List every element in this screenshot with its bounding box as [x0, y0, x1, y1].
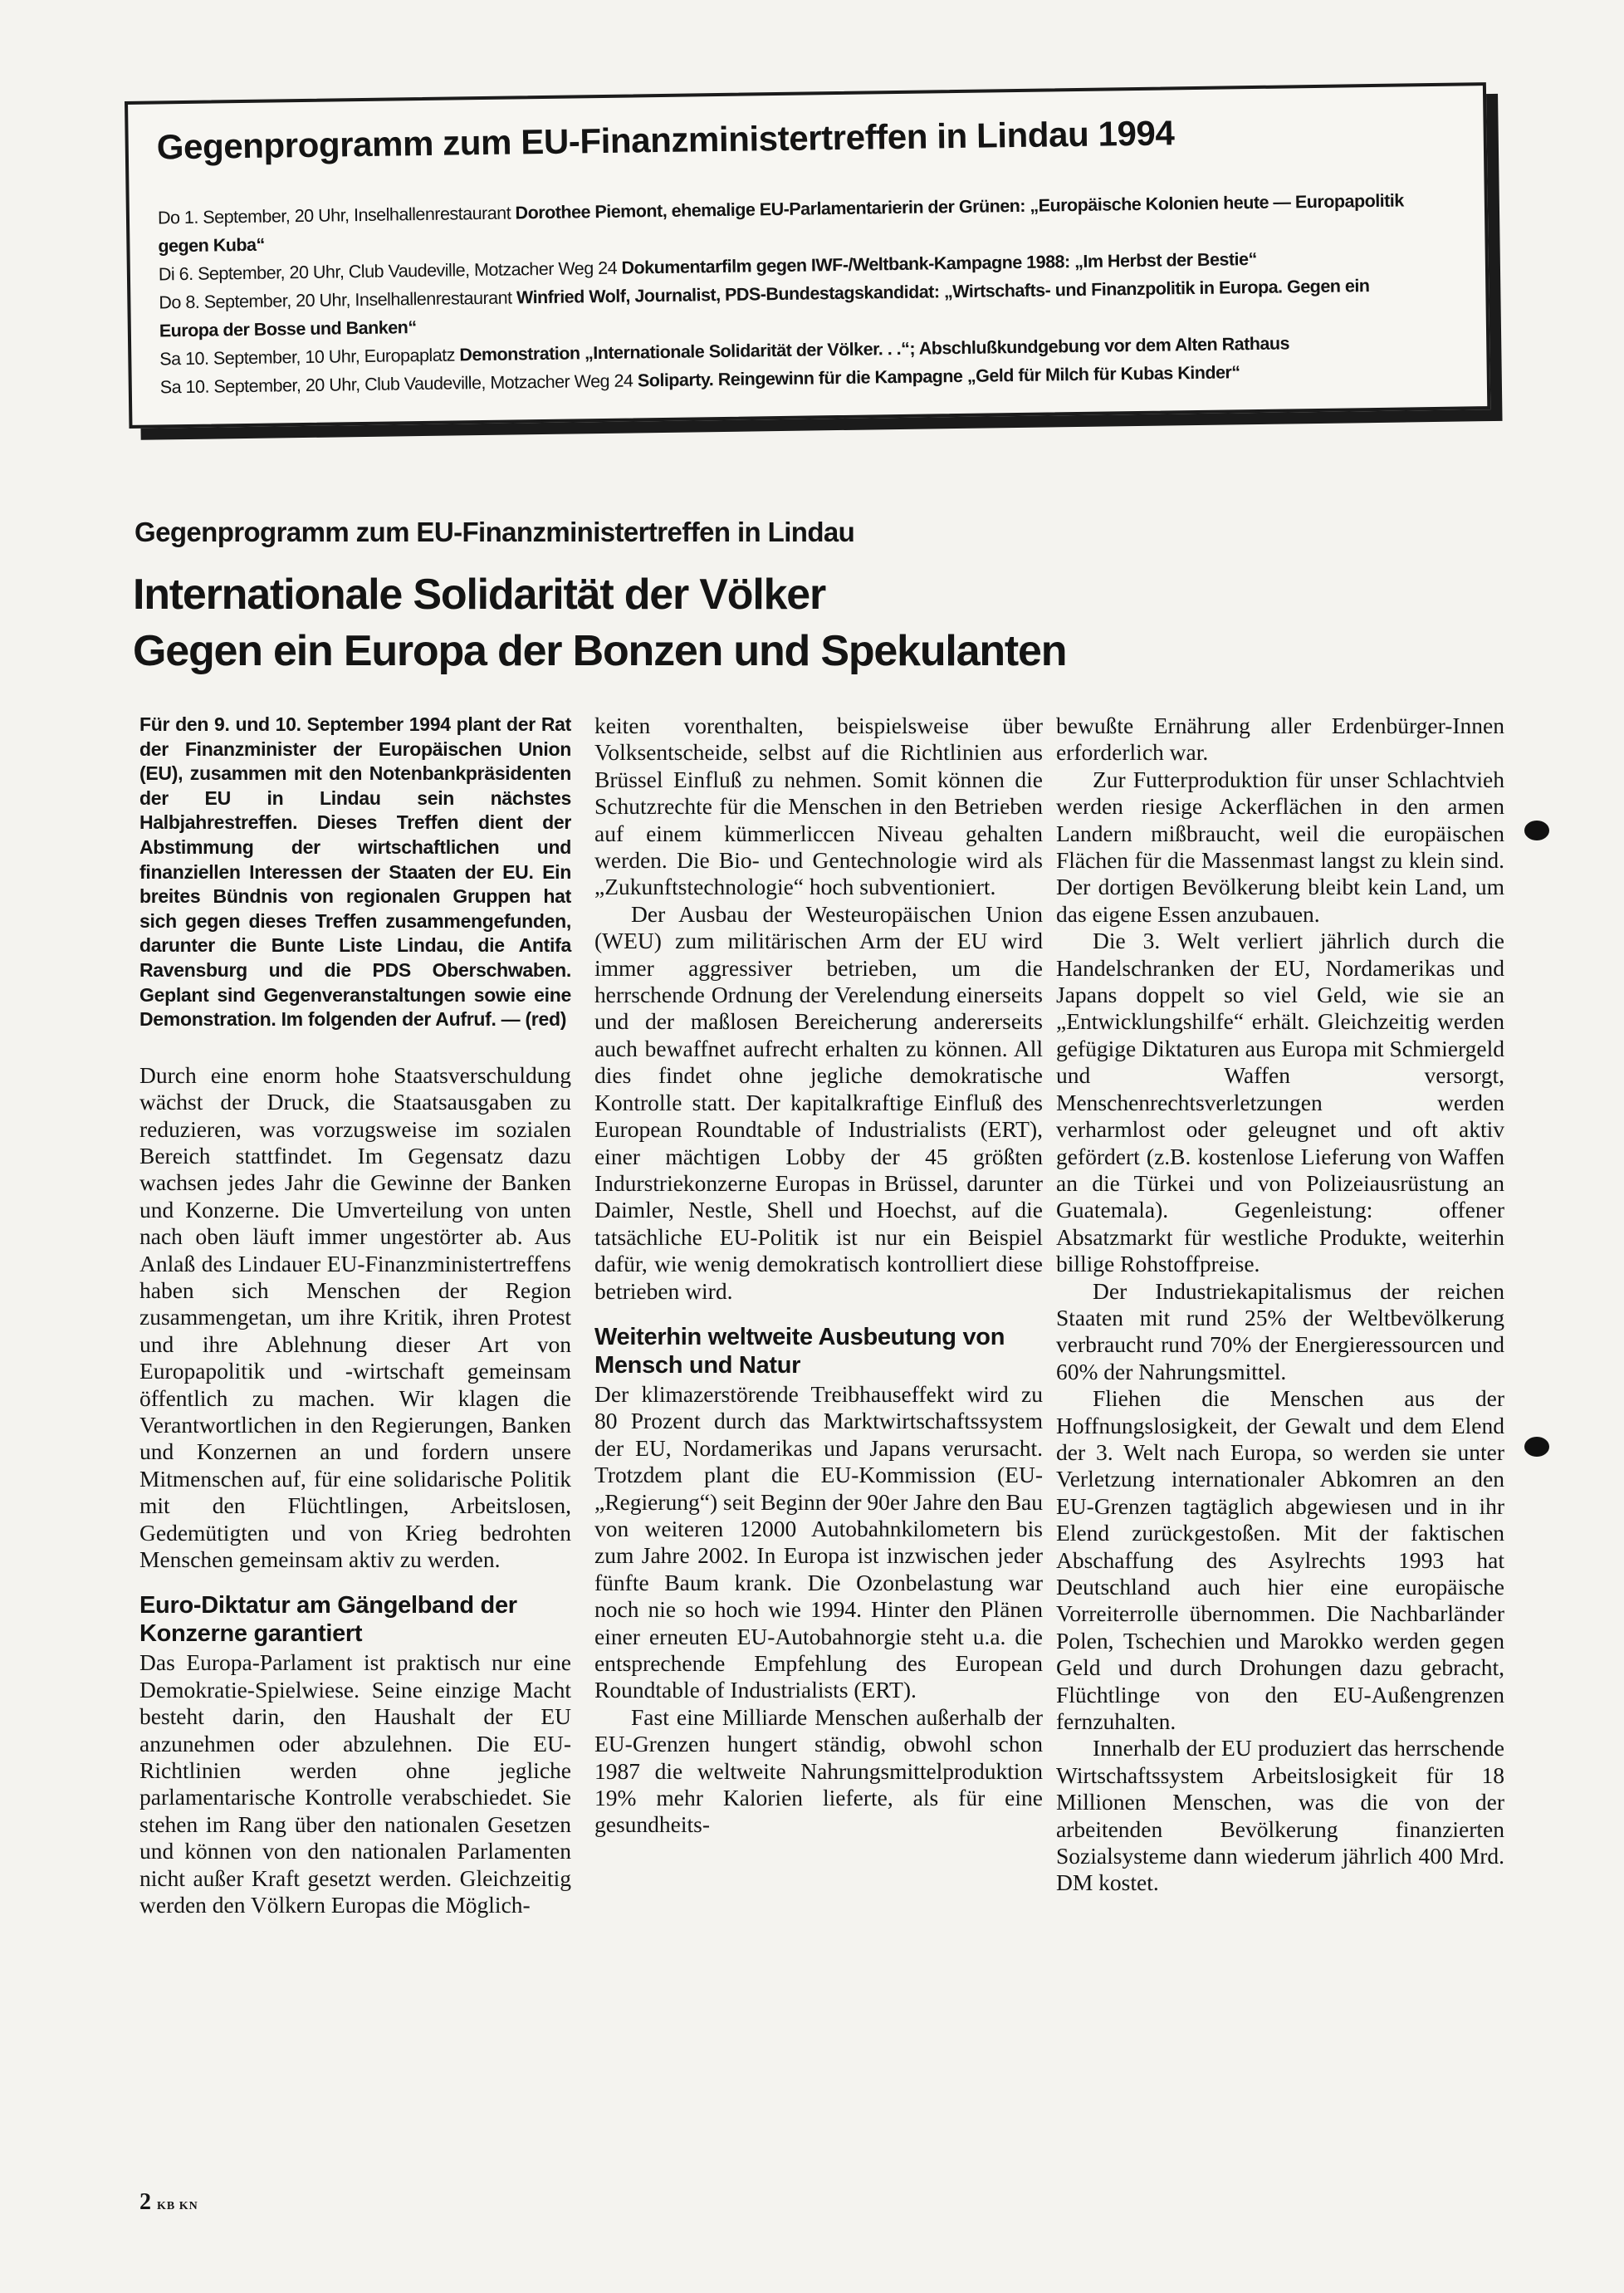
- article-headline: [133, 566, 1066, 679]
- article-column-2: [594, 713, 1043, 1839]
- punch-hole-icon: [1524, 1437, 1549, 1457]
- body-paragraph: Die 3. Welt verliert jährlich durch die Handelschranken der EU, Nordamerikas und Japans doppelt so viel Geld, wie sie an „Entwicklungshilfe“ erhält. Gleichzeitig werden gefügige Diktaturen aus Europa mit Schmiergeld und Waffen versorgt, Menschenrechtsverletzungen werden verharmlost oder geleugnet und oft aktiv gefördert (z.B. kostenlose Lieferung von Waffen an die Türkei und von Polizeiausrüstung an Guatemala). Gegenleistung: offener Absatzmarkt für westliche Produkte, weiterhin billige Rohstoffpreise.: [1056, 928, 1504, 1277]
- article-column-3: [1056, 713, 1504, 1897]
- article-kicker: Gegenprogramm zum EU-Finanzministertreffen in Lindau: [135, 517, 855, 547]
- page-footer: [139, 2189, 198, 2216]
- body-paragraph: Zur Futterproduktion für unser Schlachtvieh werden riesige Ackerflächen in den armen Landern mißbraucht, weil die europäischen Flächen für die Massenmast langst zu klein sind. Der dortigen Bevölkerung bleibt kein Land, um das eigene Essen anzubauen.: [1056, 766, 1504, 927]
- body-paragraph: Durch eine enorm hohe Staatsverschuldung wächst der Druck, die Staatsausgaben zu reduzieren, was vorzugsweise im sozialen Bereich stattfindet. Im Gegensatz dazu wachsen jedes Jahr die Gewinne der Banken und Konzerne. Die Umverteilung von unten nach oben läuft immer ungestörter ab. Aus Anlaß des Lindauer EU-Finanzministertreffens haben sich Menschen der Region zusammengetan, um ihre Kritik, ihren Protest und ihre Ablehnung dieser Art von Europapolitik und -wirtschaft gemeinsam öffentlich zu machen. Wir klagen die Verantwortlichen in den Regierungen, Banken und Konzernen an und fordern unsere Mitmenschen auf, für eine solidarische Politik mit den Flüchtlingen, Arbeitslosen, Gedemütigten und von Krieg bedrohten Menschen gemeinsam aktiv zu werden.: [139, 1061, 571, 1573]
- event-highlight: Dorothee Piemont, ehemalige EU-Parlamentarierin der Grünen: „Europäische Kolonien heute — Europapolitik: [515, 190, 1404, 223]
- punch-hole-icon: [1524, 821, 1549, 840]
- publication-mark: KB KN: [157, 2200, 198, 2212]
- body-paragraph: bewußte Ernährung aller Erdenbürger-Innen erforderlich war.: [1056, 713, 1504, 766]
- body-paragraph: Der Industriekapitalismus der reichen Staaten mit rund 25% der Weltbevölkerung verbraucht rund 70% der Energieressourcen und 60% der Nahrungsmittel.: [1056, 1277, 1504, 1384]
- event-info: Do 1. September, 20 Uhr, Inselhallenrestaurant: [157, 203, 516, 228]
- body-paragraph: keiten vorenthalten, beispielsweise über Volksentscheide, selbst auf die Richtlinien aus Brüssel Einfluß zu nehmen. Somit können die Schutzrechte für die Menschen in den Betrieben auf einem kümmerliccen Niveau gehalten werden. Die Bio- und Gentechnologie wird als „Zukunftstechnologie“ hoch subventioniert.: [594, 713, 1043, 900]
- body-paragraph: Der klimazerstörende Treibhauseffekt wird zu 80 Prozent durch das Marktwirtschaftssystem der EU, Nordamerikas und Japans verursacht. Trotzdem plant die EU-Kommission (EU-„Regierung“) seit Beginn der 90er Jahre den Bau von weiteren 12000 Autobahnkilometern bis zum Jahre 2002. In Europa ist inzwischen jeder fünfte Baum krank. Die Ozonbelastung war noch nie so hoch wie 1994. Hinter den Plänen einer erneuten EU-Autobahnorgie steht u.a. die entsprechende Empfehlung des European Roundtable of Industrialists (ERT).: [594, 1380, 1043, 1703]
- subheading: Weiterhin weltweite Ausbeutung von Mensch und Natur: [594, 1323, 1005, 1379]
- headline-line-2: Gegen ein Europa der Bonzen und Spekulanten: [133, 627, 1067, 675]
- body-paragraph: Das Europa-Parlament ist praktisch nur eine Demokratie-Spielwiese. Seine einzige Macht besteht darin, den Haushalt der EU anzunehmen oder abzulehnen. Die EU-Richtlinien werden ohne jegliche parlamentarische Kontrolle verabschiedet. Sie stehen im Rang über den nationalen Gesetzen und können von den nationalen Parlamenten nicht außer Kraft gesetzt werden. Gleichzeitig werden den Völkern Europas die Möglich-: [139, 1649, 571, 1918]
- body-paragraph: Fliehen die Menschen aus der Hoffnungslosigkeit, der Gewalt und dem Elend der 3. Welt nach Europa, so werden sie unter Verletzung internationaler Abkomren an den EU-Grenzen tagtäglich abgewiesen und in ihr Elend zurückgestoßen. Mit der faktischen Abschaffung des Asylrechts 1993 hat Deutschland auch hier eine europäische Vorreiterrolle übernommen. Die Nachbarländer Polen, Tschechien und Marokko werden gegen Geld und durch Drohungen dazu gebracht, Flüchtlinge von den EU-Außengrenzen fernzuhalten.: [1056, 1385, 1504, 1735]
- event-highlight: gegen Kuba“: [158, 234, 265, 257]
- article-column-1: [139, 713, 571, 1919]
- event-highlight: Demonstration „Internationale Solidarität der Völker. . .“; Abschlußkundgebung vor dem Alten Rathaus: [459, 333, 1290, 365]
- article-lead: Für den 9. und 10. September 1994 plant der Rat der Finanzminister der Europäischen Union (EU), zusammen mit den Notenbankpräsidenten der EU in Lindau sein nächstes Halbjahrestreffen. Dieses Treffen dient der Abstimmung der wirtschaftlichen und finanziellen Interessen der Staaten der EU. Ein breites Bündnis von regionalen Gruppen hat sich gegen dieses Treffen zusammengefunden, darunter die Bunte Liste Lindau, die Antifa Ravensburg und die PDS Oberschwaben. Geplant sind Gegenveranstaltungen sowie eine Demonstration. Im folgenden der Aufruf. — (red): [139, 713, 571, 1031]
- event-info: Di 6. September, 20 Uhr, Club Vaudeville, Motzacher Weg 24: [158, 257, 622, 285]
- event-highlight: Winfried Wolf, Journalist, PDS-Bundestagskandidat: „Wirtschafts- und Finanzpolitik in Europa. Gegen ein: [516, 276, 1370, 308]
- event-highlight: Europa der Bosse und Banken“: [159, 317, 417, 341]
- body-paragraph: Fast eine Milliarde Menschen außerhalb der EU-Grenzen hungert ständig, obwohl schon 1987 die weltweite Nahrungsmittelproduktion 19% mehr Kalorien lieferte, als für eine gesundheits-: [594, 1703, 1043, 1838]
- headline-line-1: Internationale Solidarität der Völker: [133, 571, 826, 619]
- event-info: Sa 10. September, 20 Uhr, Club Vaudeville, Motzacher Weg 24: [159, 370, 638, 398]
- subheading: Euro-Diktatur am Gängelband der Konzerne garantiert: [139, 1592, 517, 1648]
- page-number: 2: [139, 2189, 151, 2215]
- event-highlight: Dokumentarfilm gegen IWF-/Weltbank-Kampagne 1988: „Im Herbst der Bestie“: [621, 248, 1257, 278]
- event-box-title: Gegenprogramm zum EU-Finanzministertreffen in Lindau 1994: [156, 113, 1175, 167]
- event-info: Sa 10. September, 10 Uhr, Europaplatz: [159, 345, 460, 370]
- event-schedule-box: [125, 82, 1490, 429]
- body-paragraph: Innerhalb der EU produziert das herrschende Wirtschaftssystem Arbeitslosigkeit für 18 Millionen Menschen, was die von der arbeitenden Bevölkerung finanzierten Sozialsysteme dann wiederum jährlich 400 Mrd. DM kostet.: [1056, 1735, 1504, 1896]
- event-info: Do 8. September, 20 Uhr, Inselhallenrestaurant: [159, 287, 517, 313]
- event-highlight: Soliparty. Reingewinn für die Kampagne „Geld für Milch für Kubas Kinder“: [637, 362, 1240, 391]
- body-paragraph: Der Ausbau der Westeuropäischen Union (WEU) zum militärischen Arm der EU wird immer aggressiver betrieben, um die herrschende Ordnung der Verelendung einerseits und der maßlosen Bereicherung andererseits auch bewaffnet aufrecht erhalten zu können. All dies findet ohne jegliche demokratische Kontrolle statt. Der kapitalkraftige Einfluß des European Roundtable of Industrialists (ERT), einer mächtigen Lobby der 45 größten Indurstriekonzerne Europas in Brüssel, darunter Daimler, Nestle, Shell und Hoechst, auf die tatsächliche EU-Politik ist nur ein Beispiel dafür, wie wenig demokratisch kontrolliert diese betrieben wird.: [594, 900, 1043, 1304]
